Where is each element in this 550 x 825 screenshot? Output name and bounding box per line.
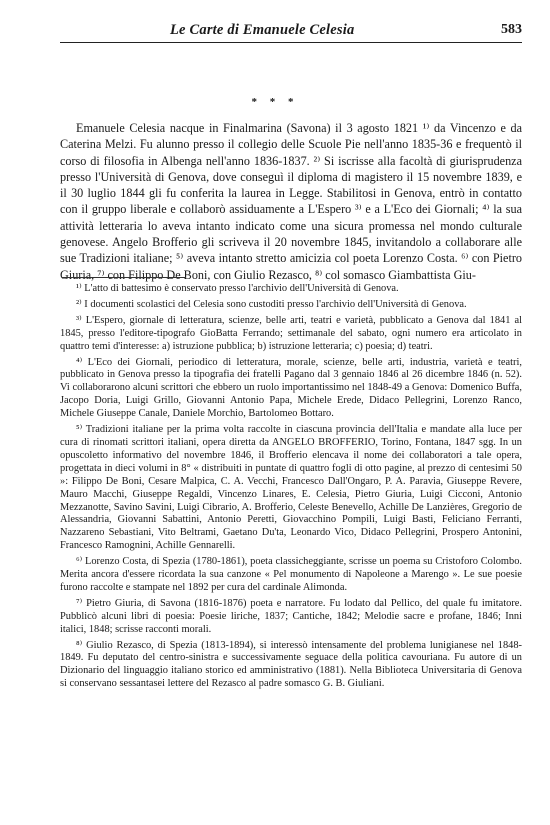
footnote-3: ³⁾ L'Espero, giornale di letteratura, scienze, belle arti, teatri e varietà, pubblicato a Genova dal 1841 al 1845, presso l'editore-tipografo GioBatta Ferrando; settimanale del sabato, ogni numero era articolato in quattro temi d'interesse: a) istruzione pubblica; b) istruzione letteraria; c) poesia; d) teatri. [60, 314, 522, 352]
footnote-5: ⁵⁾ Tradizioni italiane per la prima volta raccolte in ciascuna provincia dell'Italia e mandate alla luce per cura di rinomati scrittori italiani, opera diretta da ANGELO BROFFERIO, Torino, Fontana, 1847 sgg. In un opuscoletto informativo del novembre 1846, il Brofferio elencava il nome dei collaboratori a tale opera, progettata in dieci volumi in 8° « distribuiti in puntate di quattro fogli di otto pagine, al prezzo di centesimi 50 »: Filippo De Boni, Cesare Malpica, C. A. Vecchi, Francesco Dall'Ongaro, P. A. Paravia, Giuseppe Revere, Mauro Macchi, Giuseppe Regaldi, Vincenzo Linares, E. Celesia, Pietro Giuria, Luigi Cicconi, Antonio Mezzanotte, Savino Savini, Luigi Cibrario, A. Brofferio, Celeste Benevello, Achille De Lanzières, Gregorio de Alessandria, Giovanni Sabattini, Antonio Peretti, Giovacchino Pompili, Luigi Basti, Feliciano Ferranti, Nazzareno Sebastiani, Vito Beltrami, Gaetano Du'ta, Leonardo Vico, Didaco Pellegrini, Prospero Antonini, Francesco Ramognini, Achille Gennarelli. [60, 424, 522, 552]
footnote-6: ⁶⁾ Lorenzo Costa, di Spezia (1780-1861), poeta classicheggiante, scrisse un poema su Cristoforo Colombo. Merita ancora d'essere ricordata la sua canzone « Pel monumento di Napoleone a Marengo ». Le sue poesie furono raccolte e stampate nel 1892 per cura del cardinale Alimonda. [60, 556, 522, 593]
section-marker: * * * [251, 96, 299, 108]
page-number: 583 [501, 22, 522, 37]
body-paragraph: Emanuele Celesia nacque in Finalmarina (Savona) il 3 agosto 1821 ¹⁾ da Vincenzo e da Caterina Melzi. Fu alunno presso il collegio delle Scuole Pie nell'anno 1835-36 e frequentò il corso di filosofia in Albenga nell'anno 1836-1837. ²⁾ Si iscrisse alla facoltà di giurisprudenza presso l'Università di Genova, dove conseguì il diploma di magistero il 15 novembre 1839, e il 30 luglio 1844 gli fu conferita la laurea in Legge. Stabilitosi in Genova, entrò in contatto con il gruppo liberale e collaborò assiduamente a L'Espero ³⁾ e a L'Eco dei Giornali; ⁴⁾ la sua attività letteraria lo aveva intanto indicato come una sicura promessa nel mondo culturale genovese. Angelo Brofferio gli scriveva il 20 novembre 1845, invitandolo a collaborare alle sue Tradizioni italiane; ⁵⁾ aveva intanto stretto amicizia col poeta Lorenzo Costa. ⁶⁾ con Pietro Giuria, ⁷⁾ con Filippo De Boni, con Giulio Rezasco, ⁸⁾ col somasco Giambattista Giu- [60, 121, 522, 282]
footnote-1: ¹⁾ L'atto di battesimo è conservato presso l'archivio dell'Università di Genova. [76, 283, 399, 294]
running-title: Le Carte di Emanuele Celesia [170, 22, 355, 38]
footnote-7: ⁷⁾ Pietro Giuria, di Savona (1816-1876) poeta e narratore. Fu lodato dal Pellico, del quale fu imitatore. Pubblicò alcuni libri di poesia: Poesie liriche, 1837; Cantiche, 1842; Melodie sacre e profane, 1846; Inni italici, 1848; scrisse racconti morali. [60, 597, 522, 635]
running-header [60, 20, 522, 43]
footnote-2: ²⁾ I documenti scolastici del Celesia sono custoditi presso l'archivio dell'Università di Genova. [76, 298, 467, 310]
footnote-4: ⁴⁾ L'Eco dei Giornali, periodico di letteratura, morale, scienze, belle arti, industria, varietà e teatri, pubblicato in Genova presso la tipografia dei fratelli Pagano dal 3 gennaio 1846 al 26 dicembre 1846 (n. 52). Vi collaborarono alcuni scrittori che ebbero un ruolo importantissimo nel 1848-49 a Genova: Domenico Buffa, Jacopo Doria, Luigi Grillo, Giovanni Antonio Papa, Michele Erede, Didaco Pellegrini, Lorenzo Ranco, Michele Giuseppe Canale, Daniele Morchio, Bartolomeo Bottaro. [60, 356, 522, 420]
footnote-separator [62, 277, 186, 278]
footnotes [60, 283, 522, 694]
footnote-8: ⁸⁾ Giulio Rezasco, di Spezia (1813-1894), si interessò intensamente del problema lunigianese nel 1848-1849. Fu deputato del centro-sinistra e successivamente seguace della politica cavouriana. Fu autore di un Dizionario del linguaggio italiano storico ed amministrativo (1881). Nella Biblioteca Universitaria di Genova si conservano sessantasei lettere del Rezasco al padre somasco G. B. Giuliani. [60, 639, 522, 690]
main-text [60, 120, 522, 283]
